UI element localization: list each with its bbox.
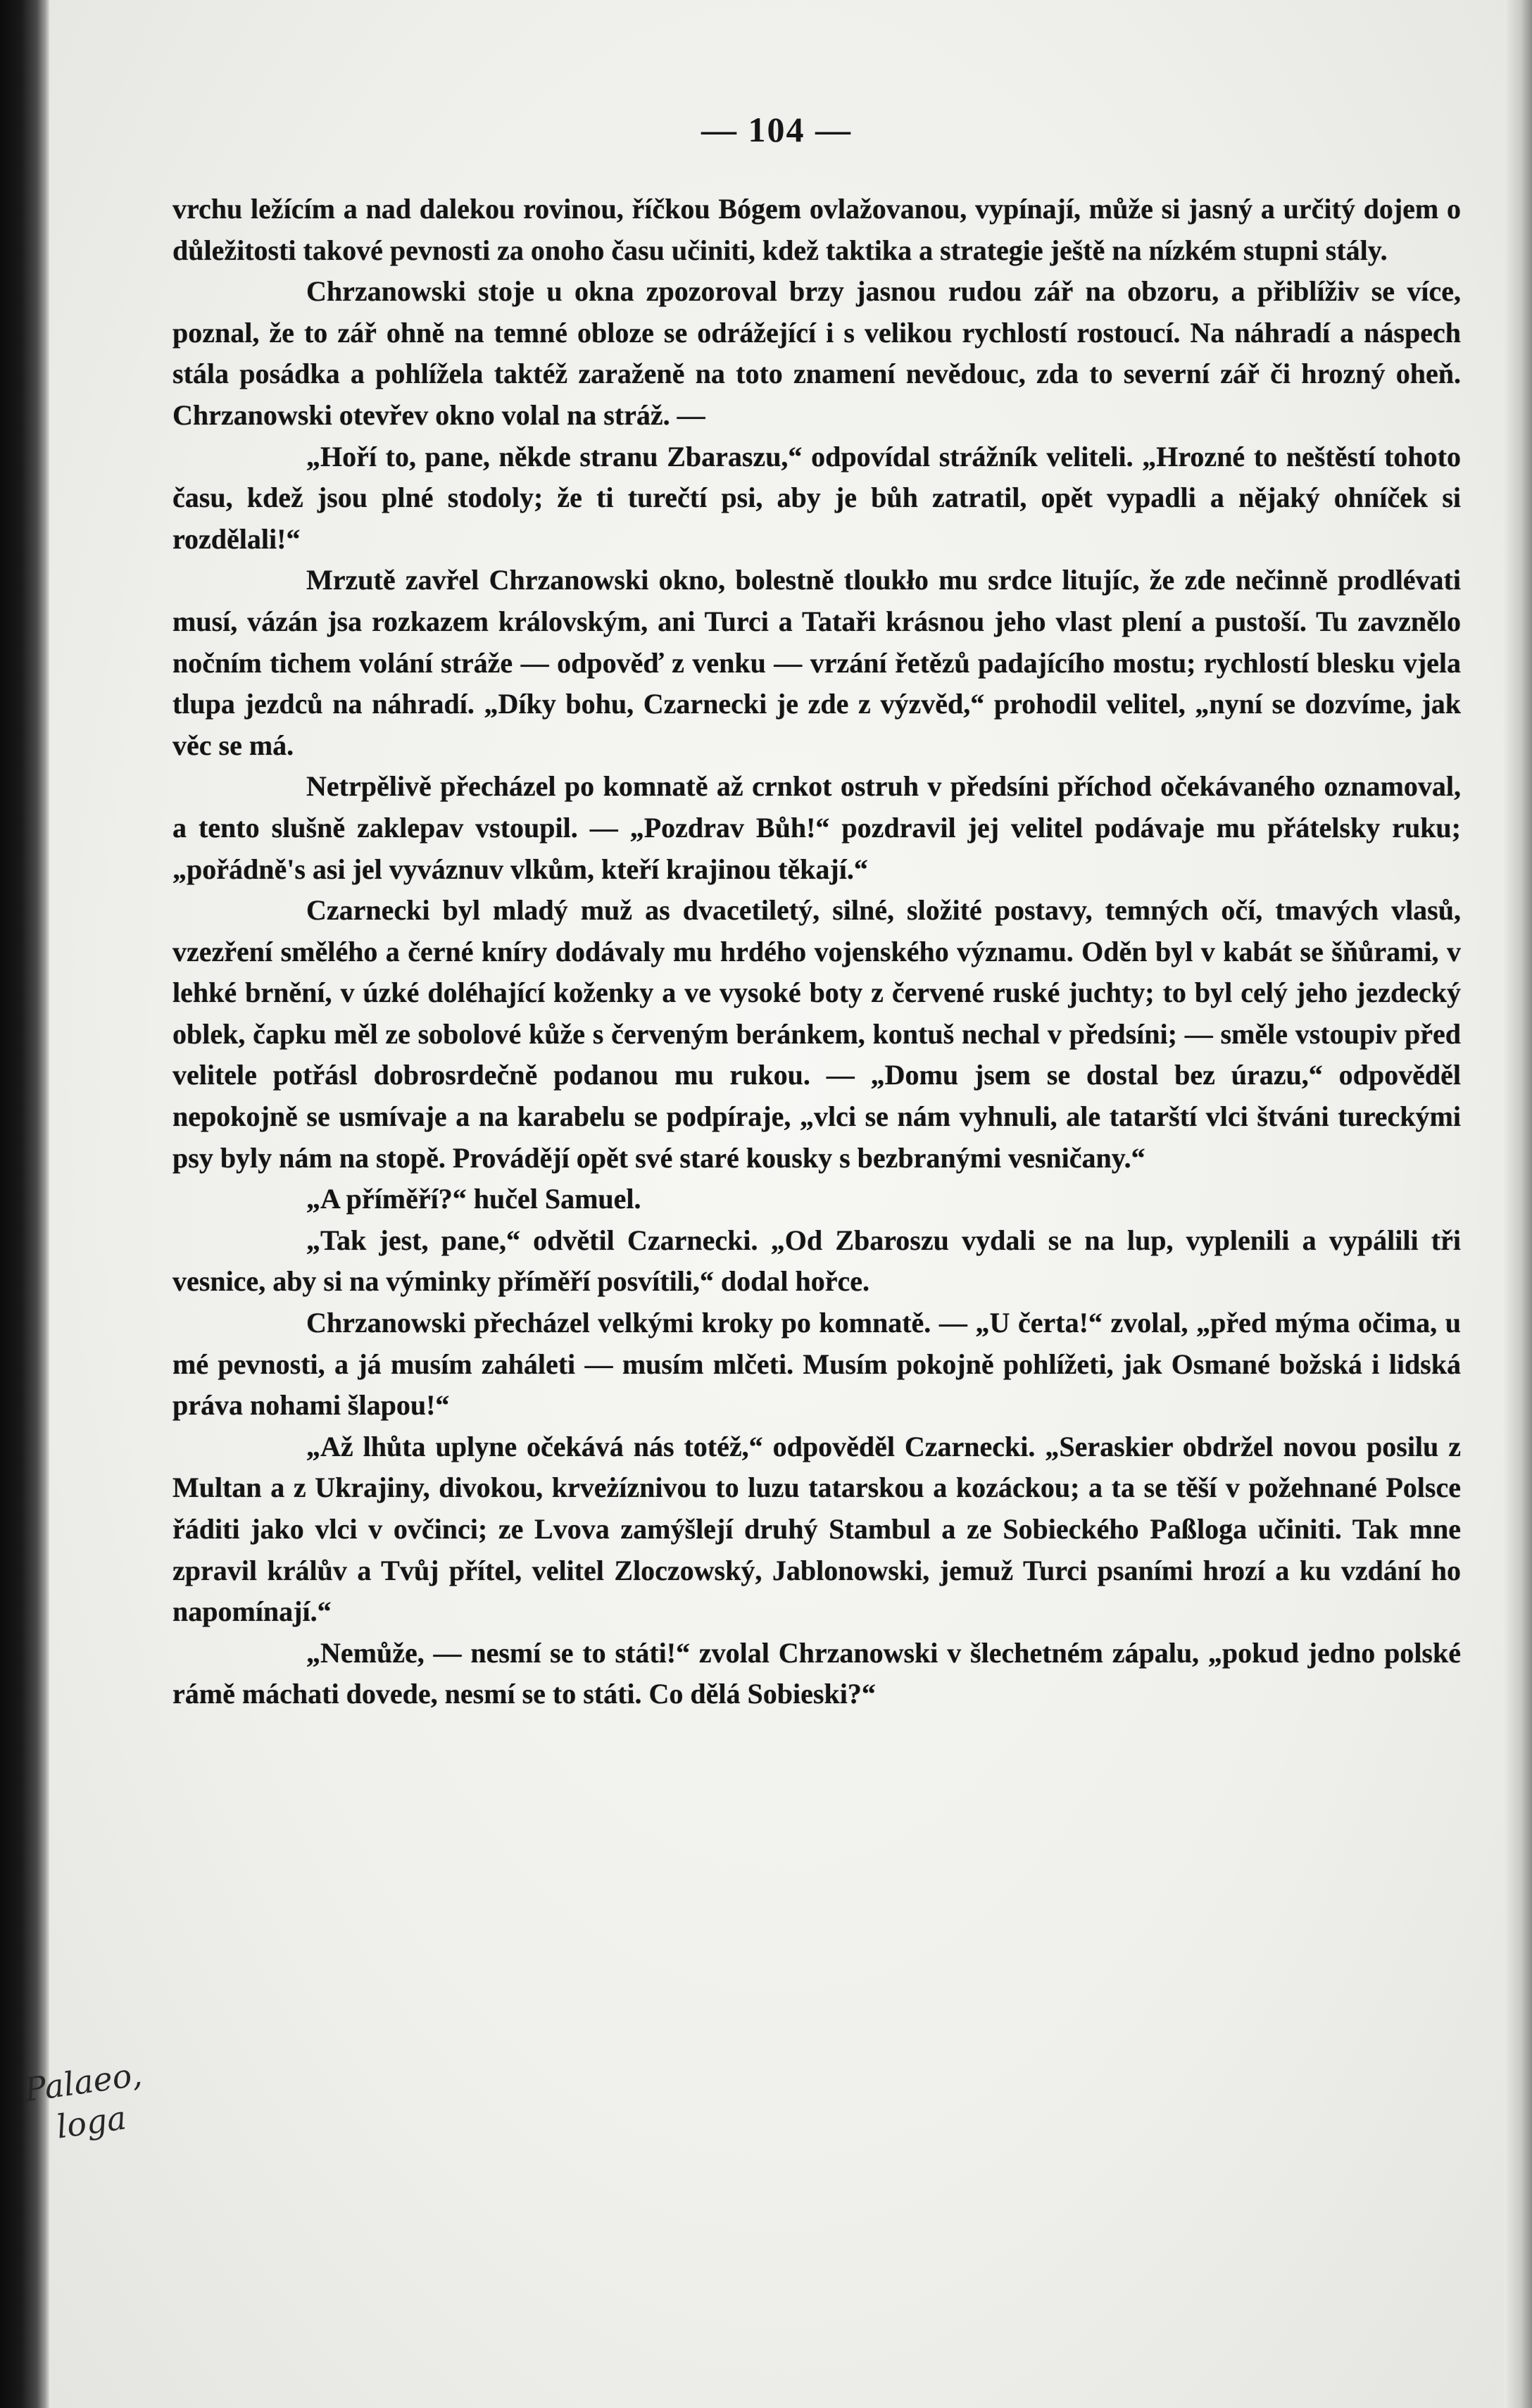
paragraph: vrchu ležícím a nad dalekou rovinou, říčkou Bógem ovlažovanou, vypínají, může si jasný a určitý dojem o důležitosti takové pevnosti za onoho času učiniti, kdež taktika a strategie ještě na nízkém stupni stály. <box>172 193 1461 266</box>
paragraph: „Tak jest, pane,“ odvětil Czarnecki. „Od Zbaroszu vydali se na lup, vyplenili a vypálili tři vesnice, aby si na výminky příměří posvítili,“ dodal hořce. <box>172 1224 1461 1298</box>
handwritten-margin-note: Palaeo, <box>22 2055 144 2109</box>
binding-shadow <box>0 0 49 2408</box>
paragraph: Chrzanowski přecházel velkými kroky po komnatě. — „U čerta!“ zvolal, „před mýma očima, u mé pevnosti, a já musím zaháleti — musím mlčeti. Musím pokojně pohlížeti, jak Osmané božská i lidská práva nohami šlapou!“ <box>172 1307 1461 1422</box>
page-number: — 104 — <box>701 110 852 149</box>
handwritten-margin-note: loga <box>54 2098 129 2146</box>
paragraph: „Hoří to, pane, někde stranu Zbaraszu,“ odpovídal strážník veliteli. „Hrozné to neštěstí tohoto času, kdež jsou plné stodoly; že ti turečtí psi, aby je bůh zatratil, opět vypadli a nějaký ohníček si rozdělali!“ <box>172 440 1461 555</box>
paragraph: Chrzanowski stoje u okna zpozoroval brzy jasnou rudou zář na obzoru, a přiblíživ se více, poznal, že to zář ohně na temné obloze se odrážející i s velikou rychlostí rostoucí. Na náhradí a náspech stála posádka a pohlížela taktéž zaraženě na toto znamení nevědouc, zda to severní zář či hrozný oheň. Chrzanowski otevřev okno volal na stráž. — <box>172 275 1461 431</box>
paragraph: „Nemůže, — nesmí se to státi!“ zvolal Chrzanowski v šlechetném zápalu, „pokud jedno polské rámě máchati dovede, nesmí se to státi. Co dělá Sobieski?“ <box>172 1636 1461 1710</box>
body-text <box>172 189 1461 1715</box>
page-edge <box>1504 0 1532 2408</box>
paragraph: Netrpělivě přecházel po komnatě až crnkot ostruh v předsíni příchod očekávaného oznamoval, a tento slušně zaklepav vstoupil. — „Pozdrav Bůh!“ pozdravil jej velitel podávaje mu přátelsky ruku; „pořádně's asi jel vyváznuv vlkům, kteří krajinou těkají.“ <box>172 770 1461 885</box>
paragraph: „A příměří?“ hučel Samuel. <box>306 1183 641 1215</box>
book-page <box>49 0 1504 2408</box>
paragraph: „Až lhůta uplyne očekává nás totéž,“ odpověděl Czarnecki. „Seraskier obdržel novou posilu z Multan a z Ukrajiny, divokou, krveżíznivou to luzu tatarskou a kozáckou; a ta se těší v požehnané Polsce řáditi jako vlci v ovčinci; ze Lvova zamýšlejí druhý Stambul a ze Sobieckého Paßloga učiniti. Tak mne zpravil králův a Tvůj přítel, velitel Zloczowský, Jablonowski, jemuž Turci psaními hrozí a ku vzdání ho napomínají.“ <box>172 1430 1461 1628</box>
paragraph: Czarnecki byl mladý muž as dvacetiletý, silné, složité postavy, temných očí, tmavých vlasů, vzezření smělého a černé kníry dodávaly mu hrdého vojenského významu. Oděn byl v kabát se šňůrami, v lehké brnění, v úzké doléhající koženky a ve vysoké boty z červené ruské juchty; to byl celý jeho jezdecký oblek, čapku měl ze sobolové kůže s červeným beránkem, kontuš nechal v předsíni; — směle vstoupiv před velitele potřásl dobrosrdečně podanou mu rukou. — „Domu jsem se dostal bez úrazu,“ odpověděl nepokojně se usmívaje a na karabelu se podpíraje, „vlci se nám vyhnuli, ale tatarští vlci štváni tureckými psy byly nám na stopě. Provádějí opět své staré kousky s bezbranými vesničany.“ <box>172 894 1461 1174</box>
paragraph: Mrzutě zavřel Chrzanowski okno, bolestně tloukło mu srdce litujíc, že zde nečinně prodlévati musí, vázán jsa rozkazem královským, ani Turci a Tataři krásnou jeho vlast plení a pustoší. Tu zavznělo nočním tichem volání stráže — odpověď z venku — vrzání řetězů padajícího mostu; rychlostí blesku vjela tlupa jezdců na náhradí. „Díky bohu, Czarnecki je zde z výzvěd,“ prohodil velitel, „nyní se dozvíme, jak věc se má. <box>172 564 1461 761</box>
